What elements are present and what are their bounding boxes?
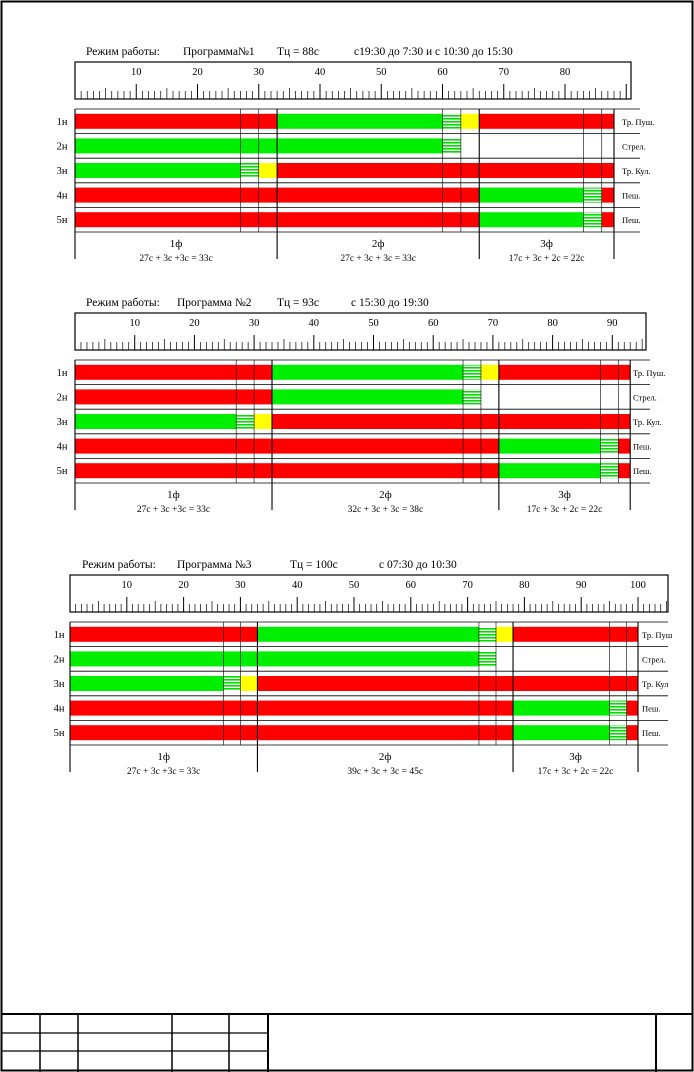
- signal-bar-flash: [223, 676, 240, 691]
- signal-bar-green: [70, 651, 479, 666]
- scale-label: 100: [630, 580, 646, 591]
- signal-group-label: 1н: [56, 367, 68, 379]
- direction-label: Стрел.: [633, 392, 657, 403]
- signal-bar-green: [499, 463, 600, 478]
- phase-name: 2ф: [379, 489, 392, 501]
- scale-label: 10: [129, 318, 140, 329]
- scale-label: 70: [462, 580, 473, 591]
- phase-name: 1ф: [169, 238, 183, 250]
- direction-label: Пеш.: [642, 703, 661, 714]
- scale-label: 10: [131, 67, 142, 78]
- direction-label: Тр. Пуш.: [633, 367, 666, 378]
- signal-bar-red: [618, 463, 630, 478]
- scale-label: 60: [437, 67, 448, 78]
- signal-bar-red: [70, 627, 257, 642]
- program-diagram-3: [54, 559, 673, 777]
- signal-bar-green: [272, 389, 463, 404]
- signal-bar-flash: [240, 163, 258, 178]
- signal-bar-flash: [463, 365, 481, 380]
- phase-name: 1ф: [157, 751, 171, 763]
- signal-bar-flash: [600, 463, 618, 478]
- signal-bar-green: [272, 365, 463, 380]
- direction-label: Тр. Кул.: [633, 417, 662, 427]
- scale-label: 50: [376, 67, 387, 78]
- signal-bar-flash: [236, 414, 254, 429]
- direction-label: Пеш.: [622, 190, 641, 201]
- signal-bar-green: [513, 725, 610, 740]
- signal-bar-green: [257, 627, 479, 642]
- scale-label: 20: [178, 580, 189, 591]
- signal-bar-red: [75, 463, 499, 478]
- direction-label: Пеш.: [633, 466, 652, 477]
- signal-bar-red: [272, 414, 630, 429]
- mode-label: Режим работы:: [82, 559, 156, 571]
- signal-bar-green: [499, 439, 600, 454]
- signal-bar-green: [75, 163, 240, 178]
- signal-bar-green: [479, 188, 583, 203]
- signal-bar-green: [479, 212, 583, 227]
- signal-bar-yellow: [254, 414, 272, 429]
- cycle-time: Тц = 93с: [277, 297, 320, 309]
- signal-bar-red: [499, 365, 630, 380]
- time-scale: [75, 62, 631, 99]
- mode-label: Режим работы:: [86, 297, 160, 309]
- signal-group-label: 1н: [53, 629, 65, 641]
- scale-label: 80: [519, 580, 530, 591]
- scale-label: 50: [348, 580, 360, 591]
- cycle-time: Тц = 100с: [290, 559, 338, 571]
- signal-bar-red: [70, 701, 513, 716]
- signal-bar-green: [277, 114, 442, 129]
- signal-bar-green: [70, 676, 223, 691]
- working-hours: с 15:30 до 19:30: [351, 297, 429, 309]
- direction-label: Тр. Кул.: [622, 166, 651, 176]
- signal-bar-flash: [479, 627, 496, 642]
- scale-label: 10: [121, 580, 133, 591]
- phase-name: 1ф: [167, 489, 180, 501]
- scale-label: 70: [498, 67, 509, 78]
- working-hours: с 07:30 до 10:30: [379, 559, 457, 571]
- scale-label: 20: [192, 67, 203, 78]
- page-frame: [2, 2, 693, 1071]
- signal-bar-yellow: [461, 114, 479, 129]
- signal-bar-flash: [443, 114, 461, 129]
- signal-group-label: 1н: [56, 116, 68, 128]
- scale-label: 30: [248, 318, 260, 329]
- scale-label: 40: [314, 67, 326, 78]
- signal-bar-red: [602, 212, 614, 227]
- direction-label: Тр. Пуш.: [622, 116, 655, 127]
- signal-bar-yellow: [240, 676, 257, 691]
- working-hours: с19:30 до 7:30 и с 10:30 до 15:30: [354, 46, 513, 58]
- direction-label: Пеш.: [633, 441, 652, 452]
- signal-group-label: 2н: [56, 141, 68, 153]
- signal-bar-yellow: [496, 627, 513, 642]
- scale-label: 40: [291, 580, 303, 591]
- phase-formula: 39с + 3с + 3с = 45с: [347, 767, 424, 777]
- signal-bar-yellow: [259, 163, 277, 178]
- cycle-time: Тц = 88с: [277, 46, 320, 58]
- signal-group-label: 3н: [56, 166, 68, 177]
- scale-label: 70: [487, 318, 499, 329]
- signal-bar-green: [513, 701, 610, 716]
- direction-label: Пеш.: [642, 728, 661, 739]
- phase-formula: 17с + 3с + 2с = 22с: [508, 254, 585, 264]
- direction-label: Стрел.: [622, 141, 646, 152]
- signal-bar-red: [75, 114, 277, 129]
- direction-label: Тр. Кул: [642, 679, 669, 689]
- direction-label: Пеш.: [622, 215, 641, 226]
- phase-formula: 17с + 3с + 2с = 22с: [526, 505, 603, 515]
- scale-label: 20: [189, 318, 200, 329]
- signal-group-label: 5н: [56, 215, 68, 227]
- scale-label: 80: [547, 318, 558, 329]
- title-block: [1, 1014, 693, 1072]
- signal-group-label: 3н: [56, 417, 68, 428]
- signal-bar-red: [277, 163, 614, 178]
- phase-name: 2ф: [371, 238, 385, 250]
- phase-name: 2ф: [378, 751, 392, 763]
- signal-bar-yellow: [481, 365, 499, 380]
- signal-group-label: 3н: [53, 679, 65, 690]
- scale-label: 90: [607, 318, 618, 329]
- scale-label: 40: [308, 318, 320, 329]
- signal-bar-green: [75, 414, 236, 429]
- phase-formula: 17с + 3с + 2с = 22с: [537, 767, 614, 777]
- signal-group-label: 4н: [56, 190, 68, 202]
- signal-group-label: 5н: [56, 466, 68, 478]
- scale-label: 60: [427, 318, 439, 329]
- phase-formula: 27с + 3с +3с = 33с: [136, 505, 211, 515]
- signal-bar-red: [618, 439, 630, 454]
- direction-label: Тр. Пуш: [642, 629, 673, 640]
- scale-label: 30: [235, 580, 246, 591]
- signal-bar-flash: [583, 188, 601, 203]
- phase-name: 3ф: [558, 489, 571, 501]
- signal-bar-red: [513, 627, 638, 642]
- signal-bar-flash: [600, 439, 618, 454]
- program-diagram-2: [57, 297, 666, 515]
- signal-bar-red: [602, 188, 614, 203]
- signal-group-label: 4н: [53, 703, 65, 715]
- signal-bar-flash: [463, 389, 481, 404]
- signal-bar-red: [627, 701, 638, 716]
- phase-name: 3ф: [540, 238, 553, 250]
- signal-bar-flash: [443, 138, 461, 153]
- program-diagram-1: [57, 46, 655, 264]
- signal-bar-red: [75, 365, 272, 380]
- program-name: Программа №2: [177, 297, 252, 309]
- signal-group-label: 2н: [53, 654, 65, 666]
- phase-formula: 27с + 3с +3с = 33с: [127, 767, 201, 777]
- time-scale: [75, 313, 646, 350]
- signal-bar-red: [257, 676, 638, 691]
- signal-group-label: 4н: [56, 441, 68, 453]
- signal-bar-red: [75, 439, 499, 454]
- phase-formula: 27с + 3с +3с = 33с: [139, 254, 213, 264]
- program-name: Программа №3: [177, 559, 252, 571]
- scale-label: 60: [405, 580, 417, 591]
- signal-group-label: 5н: [53, 728, 65, 740]
- phase-formula: 32с + 3с + 3с = 38с: [347, 505, 424, 515]
- signal-bar-red: [479, 114, 614, 129]
- signal-bar-red: [70, 725, 513, 740]
- phase-name: 3ф: [569, 751, 582, 763]
- signal-bar-red: [627, 725, 638, 740]
- signal-bar-flash: [583, 212, 601, 227]
- signal-bar-flash: [479, 651, 496, 666]
- scale-label: 30: [253, 67, 264, 78]
- signal-group-label: 2н: [56, 392, 68, 404]
- scale-label: 90: [575, 580, 587, 591]
- mode-label: Режим работы:: [86, 46, 160, 58]
- phase-formula: 27с + 3с + 3с = 33с: [340, 254, 417, 264]
- direction-label: Стрел.: [642, 654, 666, 665]
- scale-label: 80: [559, 67, 571, 78]
- program-name: Программа№1: [183, 46, 255, 58]
- signal-bar-red: [75, 389, 272, 404]
- scale-label: 50: [368, 318, 379, 329]
- signal-bar-flash: [610, 701, 627, 716]
- signal-bar-flash: [610, 725, 627, 740]
